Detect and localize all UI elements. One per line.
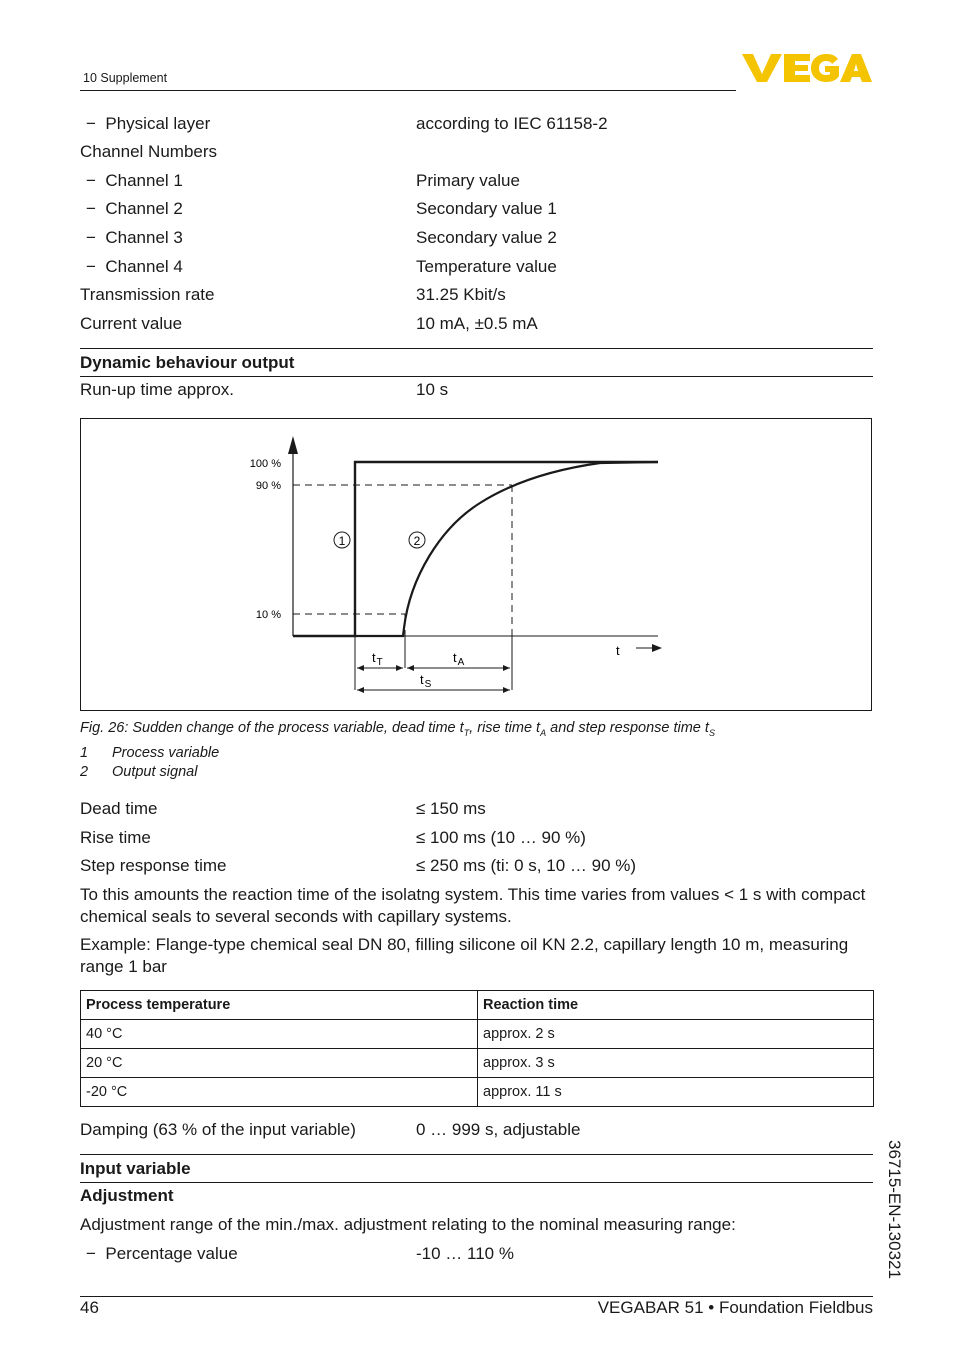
table-row bbox=[81, 1049, 874, 1078]
spec-value: -10 … 110 % bbox=[416, 1244, 514, 1263]
legend-text: Output signal bbox=[112, 764, 198, 780]
spec-key: Percentage value bbox=[105, 1244, 238, 1263]
spec-value: Temperature value bbox=[416, 257, 557, 276]
spec-value: ≤ 150 ms bbox=[416, 799, 486, 818]
spec-row-dead-time bbox=[80, 798, 873, 820]
label-10: 10 % bbox=[255, 609, 281, 621]
table-row bbox=[81, 1020, 874, 1049]
caption-part: , rise time t bbox=[469, 720, 541, 736]
process-variable-step bbox=[293, 462, 658, 636]
spec-value: 0 … 999 s, adjustable bbox=[416, 1120, 581, 1139]
spec-key: Rise time bbox=[80, 828, 151, 847]
section-heading-input: Input variable bbox=[80, 1159, 191, 1178]
t-arrow-head bbox=[652, 644, 662, 652]
spec-value: ≤ 100 ms (10 … 90 %) bbox=[416, 828, 586, 847]
legend-num: 2 bbox=[80, 764, 89, 780]
marker-2-label: 2 bbox=[413, 534, 421, 548]
spec-row-physical-layer: − Physical layer according to IEC 61158-2 bbox=[86, 114, 608, 133]
response-diagram bbox=[80, 418, 872, 711]
page-number: 46 bbox=[80, 1298, 99, 1317]
section-heading-dynamic: Dynamic behaviour output bbox=[80, 353, 295, 372]
caption-sub: A bbox=[540, 727, 547, 738]
label-tT: $t_T$ bbox=[372, 650, 383, 668]
table-cell: -20 °C bbox=[81, 1078, 478, 1107]
spec-key: Step response time bbox=[80, 856, 227, 875]
spec-row-step-response bbox=[80, 855, 873, 877]
section-rule-bottom bbox=[80, 1182, 873, 1183]
spec-key: Run-up time approx. bbox=[80, 380, 235, 399]
output-signal-curve bbox=[355, 462, 658, 636]
paragraph-example: Example: Flange-type chemical seal DN 80, filling silicone oil KN 2.2, capillary length 10 m, measuring range 1 bar bbox=[80, 935, 849, 976]
spec-row-rise-time bbox=[80, 827, 873, 849]
caption-sub: T bbox=[463, 727, 470, 738]
label-tS: $t_S$ bbox=[420, 672, 432, 690]
spec-value: according to IEC 61158-2 bbox=[416, 114, 608, 133]
spec-key: Transmission rate bbox=[80, 285, 215, 304]
table-cell: approx. 11 s bbox=[478, 1078, 874, 1107]
section-rule-top bbox=[80, 1154, 873, 1155]
spec-key: Damping (63 % of the input variable) bbox=[80, 1120, 356, 1139]
table-header-row bbox=[81, 991, 874, 1020]
table-cell: approx. 3 s bbox=[478, 1049, 874, 1078]
header-rule bbox=[80, 90, 736, 91]
label-tA: $t_A$ bbox=[453, 650, 465, 668]
spec-value: 31.25 Kbit/s bbox=[416, 285, 506, 304]
tA-arrow-right bbox=[503, 665, 510, 671]
spec-key: Channel 1 bbox=[105, 171, 183, 190]
table-cell: 40 °C bbox=[81, 1020, 478, 1049]
spec-row-channel-1: − Channel 1 Primary value bbox=[86, 171, 520, 190]
spec-row-channel-numbers bbox=[80, 141, 873, 163]
spec-key: Current value bbox=[80, 314, 183, 333]
response-diagram-frame bbox=[80, 418, 872, 711]
spec-value: Primary value bbox=[416, 171, 520, 190]
spec-value: 10 s bbox=[416, 380, 449, 399]
document-number: 36715-EN-130321 bbox=[885, 1140, 904, 1279]
spec-row-damping bbox=[80, 1119, 873, 1141]
legend-item bbox=[80, 764, 197, 780]
table-header: Reaction time bbox=[478, 991, 874, 1020]
marker-1-label: 1 bbox=[338, 534, 346, 548]
table-row bbox=[81, 1078, 874, 1107]
spec-row-channel-3: − Channel 3 Secondary value 2 bbox=[86, 228, 557, 247]
spec-value: Secondary value 1 bbox=[416, 199, 557, 218]
spec-value: ≤ 250 ms (ti: 0 s, 10 … 90 %) bbox=[416, 856, 637, 875]
vega-logo bbox=[740, 52, 874, 84]
legend-item bbox=[80, 745, 219, 761]
spec-value: 10 mA, ±0.5 mA bbox=[416, 314, 538, 333]
table-cell: 20 °C bbox=[81, 1049, 478, 1078]
spec-row-runup bbox=[80, 379, 873, 401]
y-axis-arrow bbox=[288, 436, 298, 454]
spec-row-channel-2: − Channel 2 Secondary value 1 bbox=[86, 199, 557, 218]
caption-part: and step response time t bbox=[546, 720, 709, 736]
legend-num: 1 bbox=[80, 745, 89, 761]
spec-row-percentage: − Percentage value -10 … 110 % bbox=[86, 1244, 514, 1263]
subheading-adjustment: Adjustment bbox=[80, 1186, 174, 1205]
document-number-vertical bbox=[874, 1140, 910, 1290]
footer-rule bbox=[80, 1296, 873, 1297]
label-100: 100 % bbox=[249, 458, 281, 470]
tT-arrow-left bbox=[357, 665, 364, 671]
spec-key: Channel Numbers bbox=[80, 142, 218, 161]
section-header: 10 Supplement bbox=[83, 71, 168, 85]
spec-value: Secondary value 2 bbox=[416, 228, 557, 247]
spec-row-channel-4: − Channel 4 Temperature value bbox=[86, 257, 557, 276]
spec-key: Physical layer bbox=[105, 114, 211, 133]
label-90: 90 % bbox=[255, 480, 281, 492]
tA-arrow-left bbox=[407, 665, 414, 671]
label-t: t bbox=[616, 643, 620, 658]
spec-row-transmission-rate bbox=[80, 284, 873, 306]
table-cell: approx. 2 s bbox=[478, 1020, 874, 1049]
spec-row-current-value bbox=[80, 313, 873, 335]
spec-key: Channel 2 bbox=[105, 199, 183, 218]
tT-arrow-right bbox=[396, 665, 403, 671]
section-rule-bottom bbox=[80, 376, 873, 377]
product-name: VEGABAR 51 • Foundation Fieldbus bbox=[597, 1298, 873, 1317]
paragraph-reaction: To this amounts the reaction time of the isolatng system. This time varies from values < 1 s with compact chemical seals to several seconds with capillary systems. bbox=[80, 885, 866, 926]
spec-key: Channel 4 bbox=[105, 257, 183, 276]
figure-caption bbox=[80, 720, 715, 738]
spec-key: Dead time bbox=[80, 799, 158, 818]
tS-arrow-right bbox=[503, 687, 510, 693]
table-header: Process temperature bbox=[81, 991, 478, 1020]
reaction-time-table bbox=[80, 990, 874, 1107]
tS-arrow-left bbox=[357, 687, 364, 693]
caption-part: Fig. 26: Sudden change of the process variable, dead time t bbox=[80, 720, 464, 736]
spec-key: Channel 3 bbox=[105, 228, 183, 247]
legend-text: Process variable bbox=[112, 745, 220, 761]
section-rule-top bbox=[80, 348, 873, 349]
caption-sub: S bbox=[708, 727, 715, 738]
paragraph-adjustment: Adjustment range of the min./max. adjustment relating to the nominal measuring range: bbox=[80, 1215, 736, 1234]
